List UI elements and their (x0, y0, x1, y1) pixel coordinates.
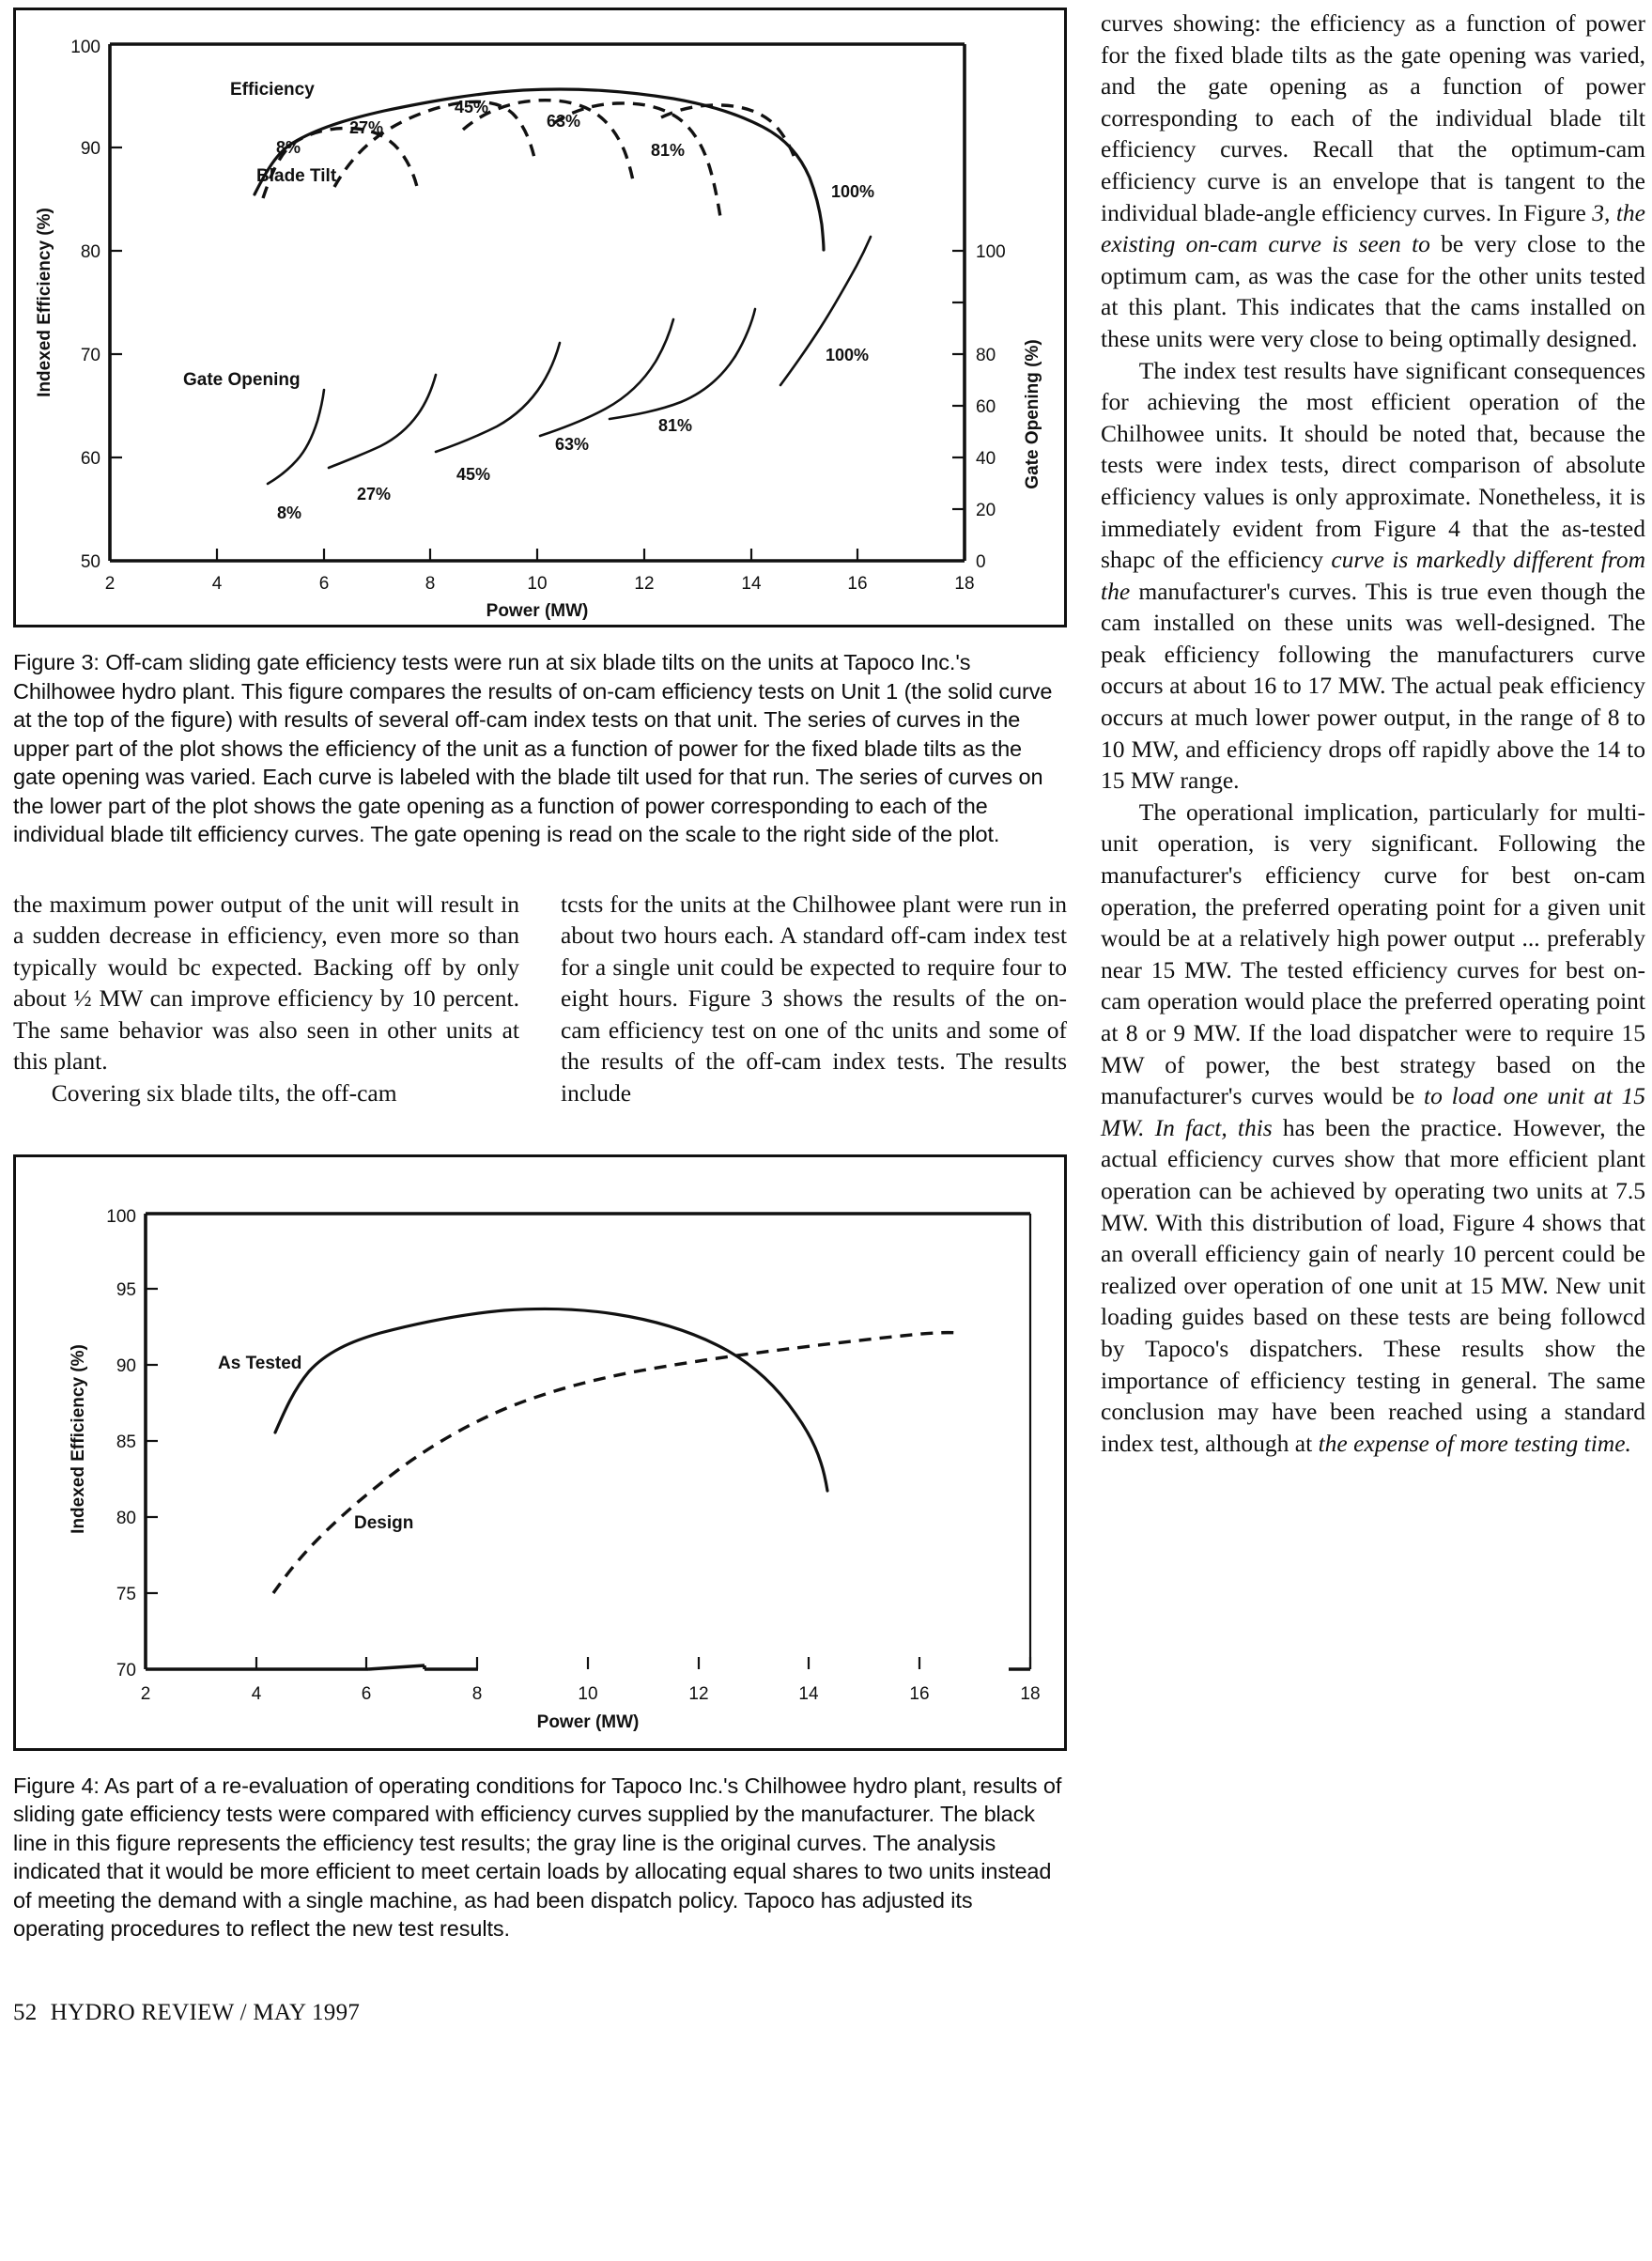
fig3-label-eff-63: 63% (547, 112, 581, 131)
fig4-ylabel: Indexed Efficiency (%) (69, 1343, 88, 1534)
svg-text:18: 18 (1020, 1683, 1041, 1704)
fig4-curve-as-tested (275, 1309, 827, 1491)
paragraph-right-1-a: curves showing: the efficiency as a function of power for the fixed blade tilts as the gate opening was varied, and the gate opening as a function of power corresponding to each of the individual blade tilt efficiency curves. Recall that the optimum-cam efficiency curve is an envelope that is tangent to the individual blade-angle efficiency curves. In Figure (1101, 9, 1645, 226)
fig3-label-gate-63: 63% (555, 435, 590, 454)
svg-text:85: 85 (116, 1432, 136, 1452)
fig3-label-gate-opening: Gate Opening (183, 370, 301, 390)
fig3-gate-27pct (329, 375, 436, 468)
publication-name: HYDRO REVIEW / MAY 1997 (50, 1999, 361, 2025)
paragraph-right-2-a: The index test results have significant consequences for achieving the most efficient operation of the Chilhowee units. It should be noted that, because the tests were index tests, direct comparison of absolute efficiency values is only approximate. Nonetheless, it is immediately evident from Figure 4 that the as-tested shapc of the efficiency (1101, 356, 1645, 574)
fig4-xlabel: Power (MW) (536, 1711, 640, 1732)
paragraph-right-3 (1101, 797, 1645, 1459)
svg-text:75: 75 (116, 1584, 136, 1604)
fig3-label-eff-8: 8% (276, 138, 301, 157)
fig3-label-gate-8: 8% (277, 503, 302, 522)
fig4-curve-design (273, 1332, 958, 1592)
fig3-gate-curves (183, 237, 871, 522)
figure-3-chart (16, 10, 1064, 625)
fig4-curves (218, 1309, 958, 1593)
fig3-label-gate-81: 81% (658, 416, 693, 435)
fig4-axes (146, 1214, 1030, 1669)
svg-text:12: 12 (634, 574, 655, 594)
svg-text:2: 2 (140, 1683, 151, 1704)
paragraph-right-2 (1101, 355, 1645, 797)
paragraph-right-2-italic: curve is markedly different from the (1101, 546, 1645, 605)
page-footer (13, 2000, 1067, 2026)
page-number: 52 (13, 1999, 38, 2025)
svg-text:6: 6 (318, 574, 330, 594)
svg-text:6: 6 (361, 1683, 372, 1704)
fig3-label-eff-100: 100% (831, 182, 875, 201)
fig3-oncam-envelope (255, 89, 824, 250)
svg-text:80: 80 (80, 242, 100, 262)
fig4-label-design: Design (354, 1512, 414, 1533)
svg-text:70: 70 (116, 1660, 136, 1680)
paragraph-right-1-b: be very close to the optimum cam, as was the case for the other units tested at this plant. This indicates that the cams installed on these units were very close to being optimally designed. (1101, 230, 1645, 352)
svg-text:8: 8 (425, 574, 436, 594)
svg-text:90: 90 (80, 139, 100, 159)
svg-text:14: 14 (741, 574, 762, 594)
svg-text:95: 95 (116, 1279, 136, 1300)
fig3-label-gate-100: 100% (826, 346, 870, 364)
figure-4 (13, 1154, 1067, 1751)
fig3-label-eff-81: 81% (651, 141, 686, 160)
paragraph-middle-1: tcsts for the units at the Chilhowee plant were run in about two hours each. A standard off-cam index test for a single unit could be expected to require four to eight hours. Figure 3 shows the results of the on-cam efficiency test on one of thc units and some of the results of the off-cam index tests. The results include (561, 890, 1067, 1107)
paragraph-left-1: the maximum power output of the unit will result in a sudden decrease in efficiency, even more so than typically would bc expected. Backing off by only about ½ MW can improve efficiency by 10 percent. The same behavior was also seen in other units at this plant. (13, 890, 519, 1076)
svg-text:2: 2 (104, 574, 116, 594)
paragraph-left-2: Covering six blade tilts, the off-cam (51, 1079, 397, 1107)
fig3-gate-81pct (610, 309, 755, 419)
paragraph-right-3-italic: to load one unit at 15 MW. In fact, this (1101, 1082, 1645, 1141)
svg-text:100: 100 (976, 242, 1006, 262)
svg-text:100: 100 (106, 1206, 136, 1227)
svg-text:80: 80 (976, 346, 996, 365)
paragraph-right-2-b: manufacturer's curves. This is true even though the cam installed on these units was well-designed. The peak efficiency following the manufacturers curve occurs at about 16 to 17 MW. The actual peak efficiency occurs at much lower power output, in the range of 8 to 10 MW, and efficiency drops off rapidly above the 14 to 15 MW range. (1101, 577, 1645, 795)
svg-text:100: 100 (70, 38, 100, 57)
fig3-gate-63pct (540, 319, 673, 436)
svg-text:14: 14 (798, 1683, 819, 1704)
paragraph-right-3-b: has been the practice. However, the actual efficiency curves show that more efficient plant operation can be achieved by operating two units at 7.5 MW. With this distribution of load, Figure 4 shows that an overall efficiency gain of nearly 10 percent could be realized over operation of one unit at 15 MW. New unit loading guides based on these tests are being followcd by Tapoco's dispatchers. These results show the importance of efficiency testing in general. The same conclusion may have been reached using a standard index test, although at (1101, 1113, 1646, 1457)
figure-4-chart (16, 1157, 1064, 1748)
body-column-middle (561, 889, 1067, 1109)
fig3-label-gate-27: 27% (357, 485, 392, 503)
svg-text:20: 20 (976, 501, 996, 520)
paragraph-right-3-a: The operational implication, particularly for multi-unit operation, is very significant. Following the manufacturer's efficiency curve for best on-cam operation, the preferred operating point for a given unit would be at a relatively high power output ... preferably near 15 MW. The tested efficiency curves for best on-cam operation would place the preferred operating point at 8 or 9 MW. If the load dispatcher were to require 15 MW of power, the best strategy based on the manufacturer's curves would be (1101, 798, 1645, 1110)
fig3-label-eff-27: 27% (349, 118, 384, 137)
fig4-label-as-tested: As Tested (218, 1353, 302, 1373)
fig3-label-gate-45: 45% (456, 465, 491, 484)
svg-text:4: 4 (251, 1683, 262, 1704)
svg-text:40: 40 (976, 449, 996, 469)
body-column-left (13, 889, 519, 1109)
paragraph-right-1-italic: 3, the existing on-cam curve is seen to (1101, 198, 1645, 258)
body-two-column (13, 889, 1067, 1109)
body-column-right (1101, 8, 1645, 1459)
svg-text:16: 16 (847, 574, 868, 594)
fig3-efficiency-curves (230, 80, 874, 250)
svg-text:16: 16 (909, 1683, 930, 1704)
svg-text:10: 10 (578, 1683, 598, 1704)
left-region (13, 8, 1067, 2026)
svg-text:18: 18 (954, 574, 975, 594)
svg-text:60: 60 (80, 449, 100, 469)
fig3-label-blade-tilt: Blade Tilt (256, 166, 337, 186)
fig3-label-eff-45: 45% (455, 98, 489, 116)
fig3-gate-8pct (268, 390, 324, 484)
svg-text:4: 4 (211, 574, 223, 594)
svg-text:80: 80 (116, 1508, 136, 1528)
figure-4-caption: Figure 4: As part of a re-evaluation of operating conditions for Tapoco Inc.'s Chilhowee hydro plant, results of sliding gate efficiency tests were compared with efficiency curves supplied by the manufacturer. The black line in this figure represents the efficiency test results; the gray line is the original curves. The analysis indicated that it would be more efficient to meet certain loads by allocating equal shares to two units instead of meeting the demand with a single machine, as had been dispatch policy. Tapoco has adjusted its operating procedures to reflect the new test results. (13, 1773, 1062, 1942)
figure-3 (13, 8, 1067, 627)
svg-text:8: 8 (471, 1683, 483, 1704)
fig3-xlabel: Power (MW) (486, 601, 589, 621)
fig3-label-efficiency: Efficiency (230, 80, 315, 100)
figure-3-caption: Figure 3: Off-cam sliding gate efficiency tests were run at six blade tilts on the units at Tapoco Inc.'s Chilhowee hydro plant. This figure compares the results of on-cam efficiency tests on Unit 1 (the solid curve at the top of the figure) with results of several off-cam index tests on that unit. The series of curves in the upper part of the plot shows the efficiency of the unit as a function of power for the fixed blade tilts as the gate opening was varied. Each curve is labeled with the blade tilt used for that run. The series of curves on the lower part of the plot shows the gate opening as a function of power corresponding to each of the individual blade tilt efficiency curves. The gate opening is read on the scale to the right side of the plot. (13, 650, 1053, 846)
svg-text:70: 70 (80, 346, 100, 365)
svg-text:90: 90 (116, 1355, 136, 1376)
paragraph-right-3-italic-2: the expense of more testing time. (1318, 1429, 1631, 1457)
fig3-y2label: Gate Opening (%) (1023, 339, 1042, 489)
fig3-ylabel: Indexed Efficiency (%) (35, 208, 54, 397)
svg-text:60: 60 (976, 397, 996, 417)
svg-text:0: 0 (976, 552, 986, 572)
svg-text:10: 10 (527, 574, 548, 594)
svg-text:50: 50 (80, 552, 100, 572)
paragraph-right-1 (1101, 8, 1645, 355)
svg-text:12: 12 (688, 1683, 709, 1704)
